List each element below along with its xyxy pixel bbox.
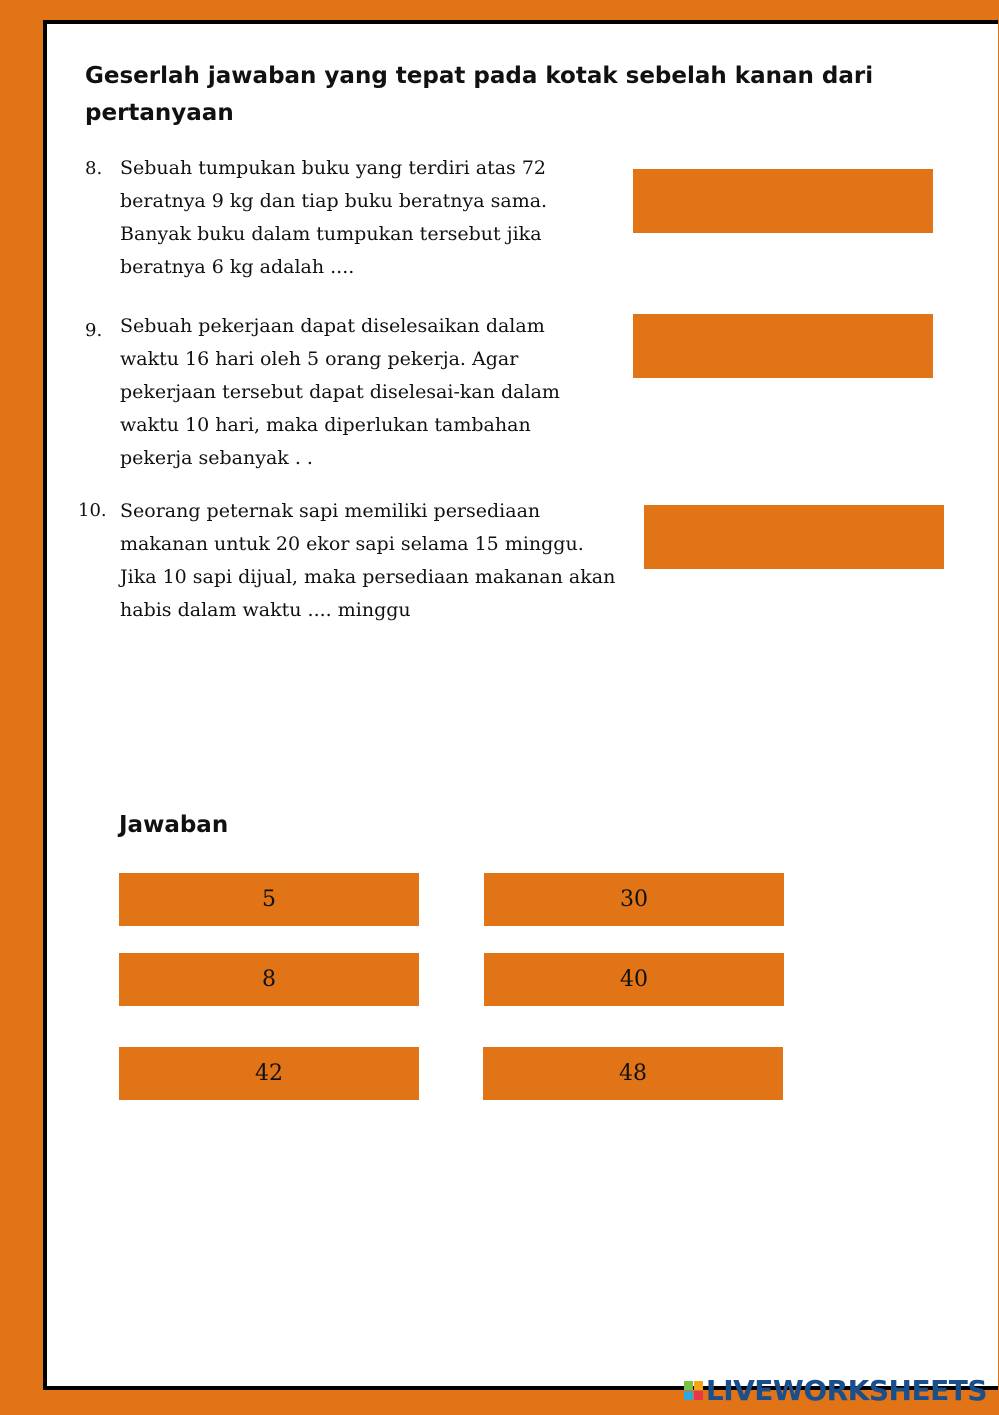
- question-text-8: Sebuah tumpukan buku yang terdiri atas 72 beratnya 9 kg dan tiap buku beratnya sama. Banyak buku dalam tumpukan tersebut jika beratnya 6 kg adalah ....: [120, 157, 548, 278]
- answer-drop-zone-8[interactable]: [633, 169, 933, 233]
- answer-chip[interactable]: 40: [484, 953, 784, 1006]
- liveworksheets-brand: [684, 1374, 987, 1407]
- answer-chip[interactable]: 30: [484, 873, 784, 926]
- question-text-10: Seorang peternak sapi memiliki persediaan makanan untuk 20 ekor sapi selama 15 minggu. Jika 10 sapi dijual, maka persediaan makanan akan habis dalam waktu .... minggu: [120, 500, 616, 621]
- instruction-heading: Geserlah jawaban yang tepat pada kotak sebelah kanan dari pertanyaan: [85, 63, 874, 126]
- answers-heading: Jawaban: [119, 812, 229, 838]
- brand-name: LIVEWORKSHEETS: [705, 1374, 987, 1407]
- question-number-10: 10.: [78, 500, 107, 521]
- answer-drop-zone-9[interactable]: [633, 314, 933, 378]
- question-number-8: 8.: [85, 158, 103, 179]
- question-text-9: Sebuah pekerjaan dapat diselesaikan dalam waktu 16 hari oleh 5 orang pekerja. Agar pekerjaan tersebut dapat diselesai-kan dalam waktu 10 hari, maka diperlukan tambahan pekerja sebanyak . .: [120, 315, 560, 469]
- answer-chip[interactable]: 48: [483, 1047, 783, 1100]
- liveworksheets-logo-icon: [684, 1381, 703, 1400]
- answer-chip[interactable]: 5: [119, 873, 419, 926]
- answer-drop-zone-10[interactable]: [644, 505, 944, 569]
- answer-chip[interactable]: 8: [119, 953, 419, 1006]
- question-number-9: 9.: [85, 320, 103, 341]
- answer-chip[interactable]: 42: [119, 1047, 419, 1100]
